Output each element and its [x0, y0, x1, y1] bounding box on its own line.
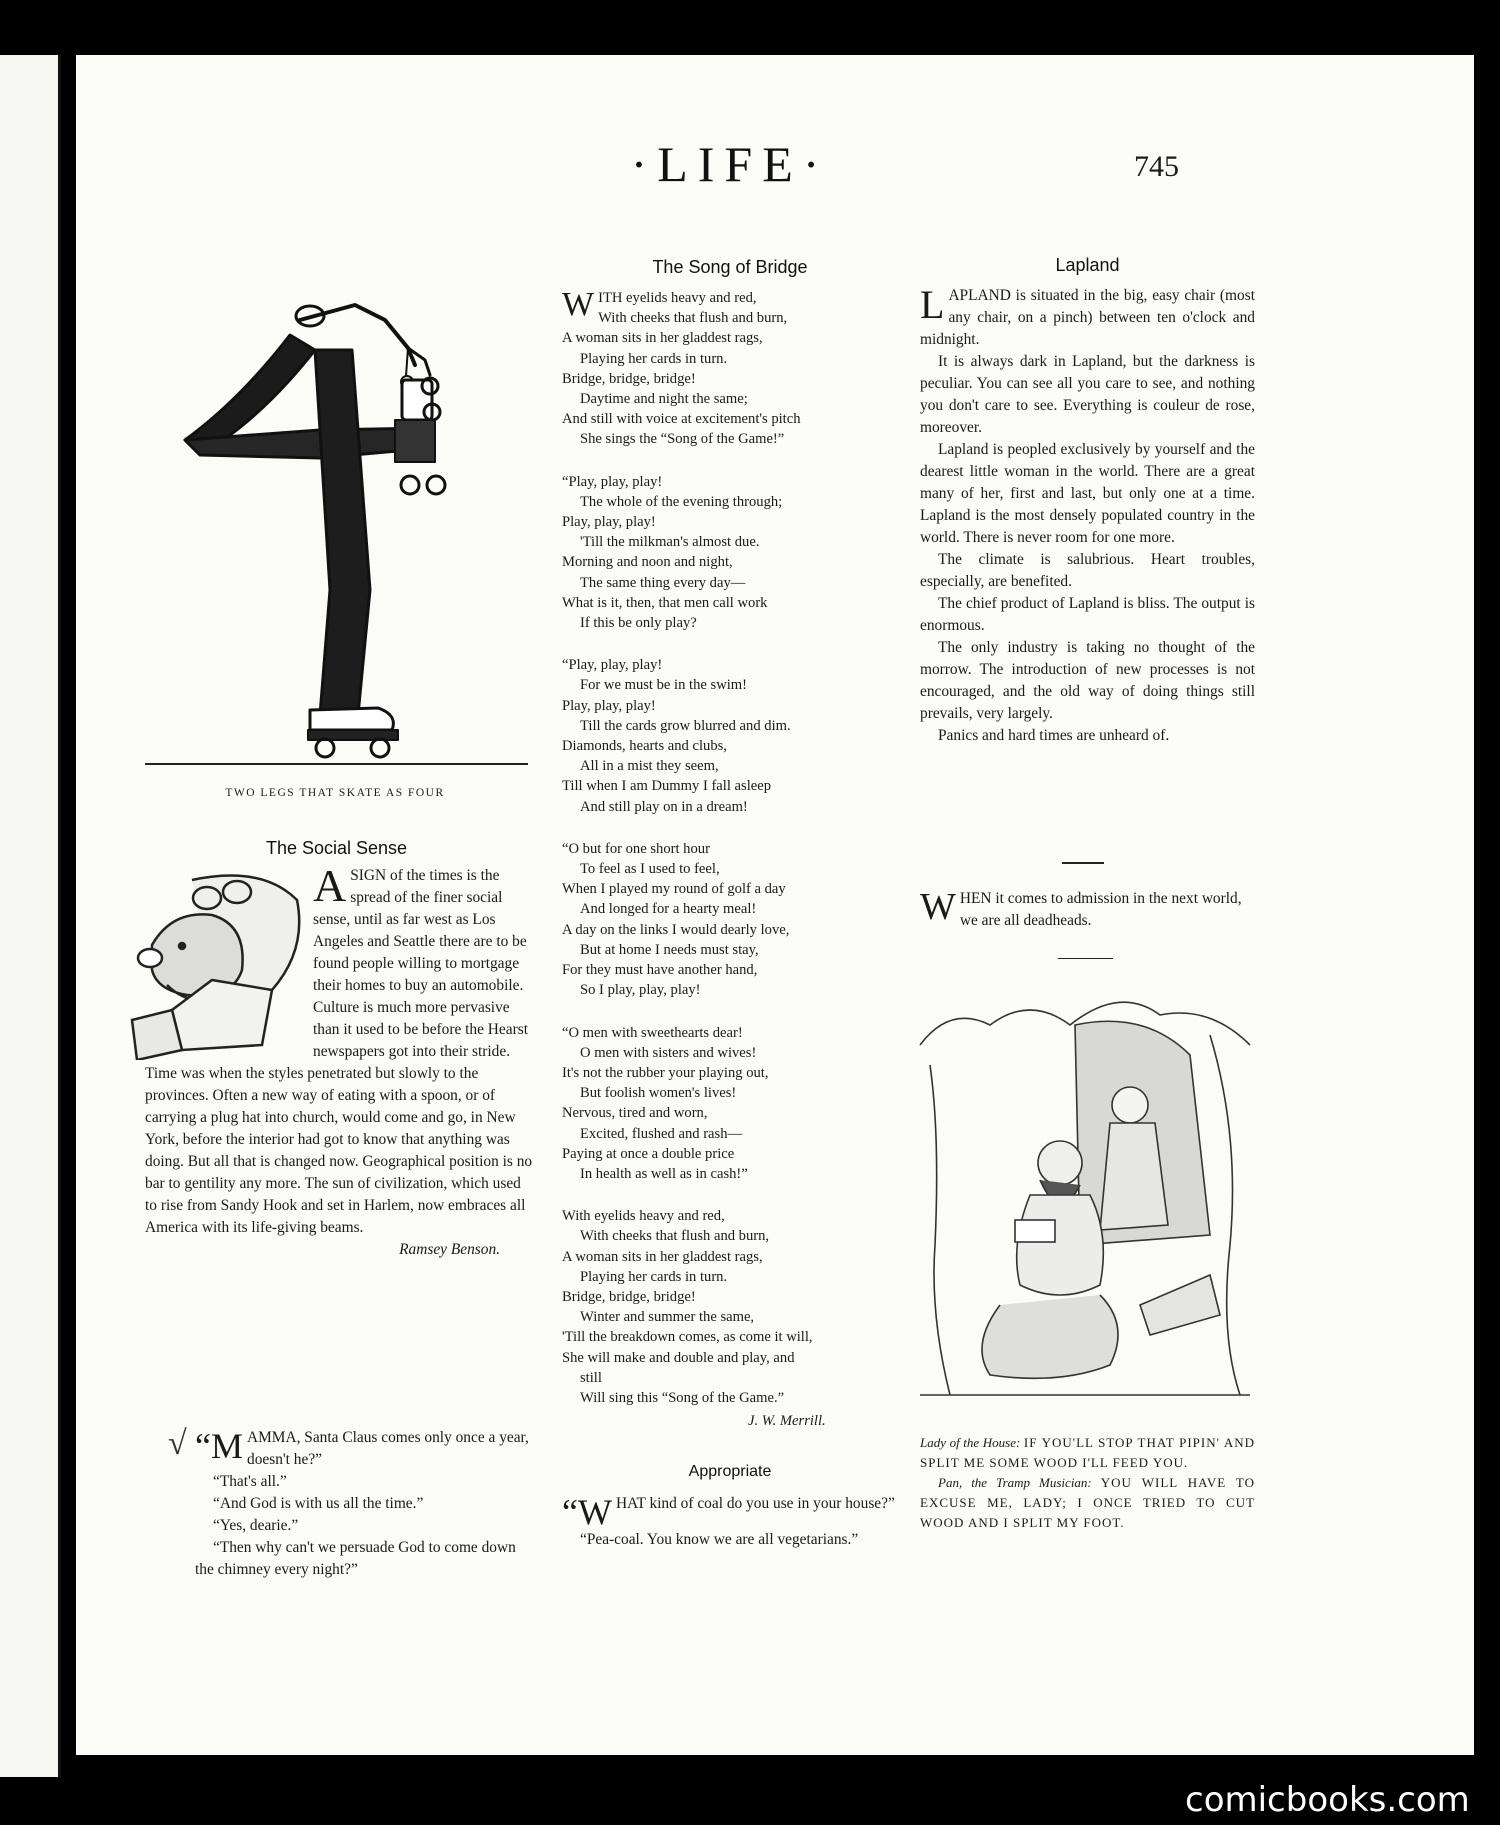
appropriate-anecdote	[562, 1493, 897, 1551]
page-number: 745	[1134, 150, 1179, 183]
adjacent-page-edge	[0, 55, 61, 1777]
mamma-line-4: “Yes, dearie.”	[213, 1517, 299, 1534]
poem-line: 'Till the milkman's almost due.	[580, 534, 760, 551]
stanza-gap	[562, 633, 902, 655]
lapland-drop-cap: L	[920, 282, 945, 327]
illustration-caption: TWO LEGS THAT SKATE AS FOUR	[225, 787, 445, 799]
poem-line: O men with sisters and wives!	[580, 1044, 757, 1061]
pan-tramp-illustration	[910, 985, 1260, 1405]
mamma-drop-cap: “M	[195, 1426, 243, 1466]
lapland-article	[920, 282, 1255, 747]
poem-line: “O men with sweethearts dear!	[562, 1024, 743, 1041]
poem-line: still	[580, 1369, 602, 1386]
poem-line: With cheeks that flush and burn,	[580, 1228, 770, 1245]
poem-line: All in a mist they seem,	[580, 758, 719, 775]
poem-line: Excited, flushed and rash—	[580, 1125, 743, 1142]
lapland-title: Lapland	[1055, 255, 1120, 275]
poem-line: And still with voice at excitement's pitch	[562, 411, 801, 428]
admission-quip	[920, 888, 1255, 932]
social-sense-article	[145, 860, 535, 1261]
poem-line: Paying at once a double price	[562, 1145, 735, 1162]
mamma-anecdote	[195, 1427, 535, 1581]
mamma-line-3: “And God is with us all the time.”	[213, 1495, 424, 1512]
lapland-para-3: Lapland is peopled exclusively by yourself and the dearest little woman in the world. There are a great many of her, first and last, but only one at a time. Lapland is the most densely populated country in the world. There is never room for one more.	[920, 441, 1255, 546]
poem-line: She sings the “Song of the Game!”	[580, 431, 785, 448]
song-of-bridge-drop-cap: W	[562, 286, 595, 323]
poem-line: The whole of the evening through;	[580, 493, 783, 510]
poem-line: She will make and double and play, and	[562, 1349, 795, 1366]
poem-line: Till when I am Dummy I fall asleep	[562, 778, 772, 795]
illustration-ground-line	[145, 763, 528, 765]
poem-line: The same thing every day—	[580, 574, 746, 591]
song-of-bridge-signature: J. W. Merrill.	[748, 1413, 826, 1429]
stanza-gap	[562, 450, 902, 472]
poem-line: “Play, play, play!	[562, 657, 663, 674]
admission-text: HEN it comes to admission in the next world, we are all deadheads.	[959, 890, 1242, 929]
poem-line: “O but for one short hour	[562, 840, 710, 857]
pan-caption-line-2: YOU WILL HAVE TO EXCUSE ME, LADY; I ONCE TRIED TO CUT WOOD AND I SPLIT MY FOOT.	[920, 1475, 1256, 1530]
appropriate-title: Appropriate	[688, 1463, 772, 1480]
social-sense-paragraph: SIGN of the times is the spread of the finer social sense, until as far west as Los Angeles and Seattle there are to be found people willing to mortgage their homes to buy an automobile. Culture is much more pervasive than it used to be before the Hearst newspapers got into their stride. Time was when the styles penetrated but slowly to the provinces. Often a new way of eating with a spoon, or of carrying a plug hat into church, would come and go, in New York, before the interior had got to know that anything was doing. But all that is changed now. Geographical position is no bar to gentility any more. The sun of civilization, which used to rise from Sandy Hook and set in Harlem, now embraces all America with its life-giving beams.	[145, 867, 533, 1236]
stanza-gap	[562, 1184, 902, 1206]
poem-line: To feel as I used to feel,	[580, 861, 720, 878]
poem-line: But foolish women's lives!	[580, 1085, 737, 1102]
lapland-para-5: The chief product of Lapland is bliss. The output is enormous.	[920, 595, 1255, 634]
poem-line: So I play, play, play!	[580, 982, 701, 999]
appropriate-line-2: “Pea-coal. You know we are all vegetarians.”	[580, 1531, 859, 1548]
poem-line: For we must be in the swim!	[580, 677, 748, 694]
separator-rule	[1062, 862, 1104, 864]
pan-caption	[920, 1433, 1255, 1533]
poem-line: Playing her cards in turn.	[580, 350, 728, 367]
check-mark: √	[168, 1425, 187, 1462]
poem-line: What is it, then, that men call work	[562, 594, 768, 611]
poem-line: Will sing this “Song of the Game.”	[580, 1389, 785, 1406]
admission-drop-cap: W	[920, 886, 956, 928]
song-of-bridge-title: The Song of Bridge	[652, 257, 808, 277]
poem-line: Play, play, play!	[562, 514, 656, 531]
masthead: ·LIFE·	[630, 136, 830, 192]
poem-line: Bridge, bridge, bridge!	[562, 1288, 696, 1305]
poem-line: Morning and noon and night,	[562, 554, 733, 571]
stanza-gap	[562, 817, 902, 839]
watermark: comicbooks.com	[1185, 1780, 1470, 1820]
poem-line: When I played my round of golf a day	[562, 881, 786, 898]
poem-line: Nervous, tired and worn,	[562, 1105, 708, 1122]
mamma-line-5: “Then why can't we persuade God to come down the chimney every night?”	[195, 1539, 516, 1578]
poem-line: Playing her cards in turn.	[580, 1268, 728, 1285]
lapland-para-2: It is always dark in Lapland, but the darkness is peculiar. You can see all you care to see, and nothing you don't care to see. Everything is couleur de rose, moreover.	[920, 353, 1255, 436]
poem-line: If this be only play?	[580, 615, 697, 632]
poem-line: Bridge, bridge, bridge!	[562, 370, 696, 387]
pan-caption-speaker-1: Lady of the House:	[920, 1435, 1021, 1450]
poem-line: And longed for a hearty meal!	[580, 901, 757, 918]
pan-caption-line-1: IF YOU'LL STOP THAT PIPIN' AND SPLIT ME SOME WOOD I'LL FEED YOU.	[920, 1435, 1255, 1470]
poem-line: Diamonds, hearts and clubs,	[562, 738, 727, 755]
social-sense-drop-cap: A	[313, 860, 347, 911]
appropriate-drop-cap: “W	[562, 1492, 612, 1532]
poem-first-line: WITH eyelids heavy and red,	[562, 286, 757, 323]
poem-line: It's not the rubber your playing out,	[562, 1064, 769, 1081]
poem-line: For they must have another hand,	[562, 962, 758, 979]
poem-line: Play, play, play!	[562, 697, 656, 714]
mamma-line-2: “That's all.”	[213, 1473, 287, 1490]
poem-line: 'Till the breakdown comes, as come it will,	[562, 1329, 813, 1346]
song-of-bridge-poem	[562, 288, 902, 1408]
poem-line: With cheeks that flush and burn,	[598, 310, 788, 327]
poem-line: Till the cards grow blurred and dim.	[580, 717, 791, 734]
poem-line: And still play on in a dream!	[580, 798, 748, 815]
poem-line: With eyelids heavy and red,	[562, 1208, 725, 1225]
poem-line: A woman sits in her gladdest rags,	[562, 1248, 763, 1265]
lapland-para-1: APLAND is situated in the big, easy chair (most any chair, on a pinch) between ten o'clock and midnight.	[920, 287, 1255, 348]
social-sense-title: The Social Sense	[265, 838, 408, 858]
poem-line: A day on the links I would dearly love,	[562, 921, 790, 938]
lapland-para-4: The climate is salubrious. Heart troubles, especially, are benefited.	[920, 551, 1255, 590]
poem-line: In health as well as in cash!”	[580, 1165, 748, 1182]
poem-line: But at home I needs must stay,	[580, 941, 759, 958]
lapland-para-7: Panics and hard times are unheard of.	[938, 727, 1170, 744]
appropriate-line-1: HAT kind of coal do you use in your house?”	[615, 1495, 895, 1512]
four-legs-illustration	[140, 290, 520, 760]
poem-line: Winter and summer the same,	[580, 1309, 755, 1326]
separator-rule	[1058, 958, 1113, 959]
poem-line: A woman sits in her gladdest rags,	[562, 330, 763, 347]
stanza-gap	[562, 1001, 902, 1023]
poem-line: Daytime and night the same;	[580, 391, 748, 408]
mamma-line-1: AMMA, Santa Claus comes only once a year, doesn't he?”	[247, 1429, 529, 1468]
lapland-para-6: The only industry is taking no thought of the morrow. The introduction of new processes is not encouraged, and the old way of doing things still prevails, very largely.	[920, 639, 1255, 722]
pan-caption-speaker-2: Pan, the Tramp Musician:	[938, 1475, 1092, 1490]
poem-line: “Play, play, play!	[562, 473, 663, 490]
social-sense-signature: Ramsey Benson.	[399, 1241, 500, 1258]
